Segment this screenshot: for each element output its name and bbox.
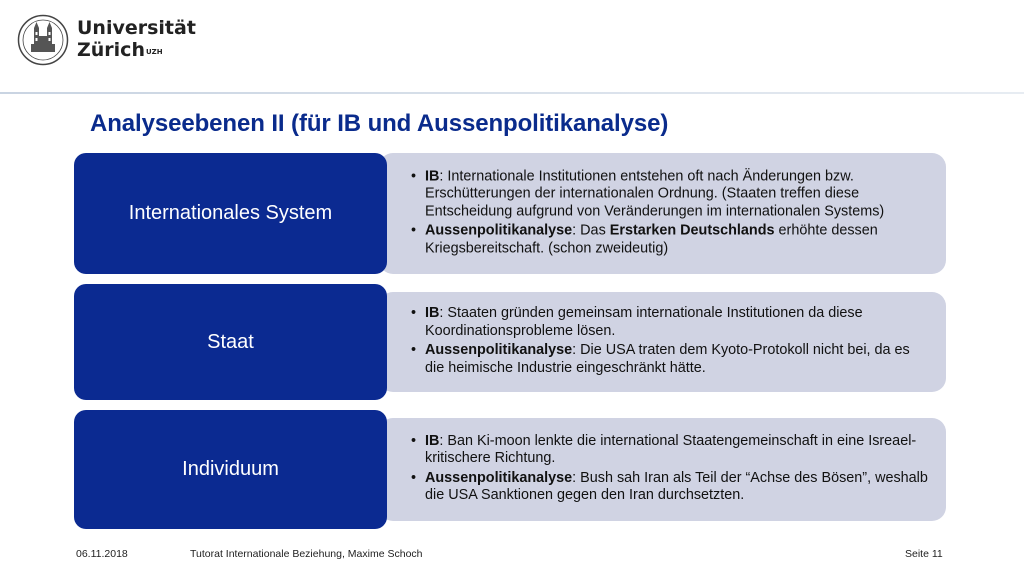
- level-bullet-list: [395, 168, 930, 260]
- bullet-emphasis: Aussenpolitikanalyse: [425, 222, 573, 239]
- bullet-emphasis: Aussenpolitikanalyse: [425, 469, 573, 486]
- level-label: Internationales System: [74, 153, 387, 274]
- level-bullet-list: [395, 433, 930, 507]
- level-bullet-list: [395, 305, 930, 379]
- level-label: Staat: [74, 284, 387, 400]
- level-row-internationales-system: [74, 153, 946, 274]
- bullet-item: [395, 305, 930, 340]
- bullet-item: [395, 168, 930, 221]
- university-abbreviation: UZH: [145, 48, 163, 56]
- footer-center-text: Tutorat Internationale Beziehung, Maxime Schoch: [190, 548, 423, 560]
- level-row-staat: [74, 284, 946, 400]
- bullet-text: : Internationale Institutionen entstehen oft nach Änderungen bzw. Erschütterungen der internationalen Ordnung. (Staaten treffen diese Entscheidung aufgrund von Veränderungen im internationalen Systems): [425, 167, 885, 219]
- bullet-text: : Das: [572, 222, 610, 239]
- bullet-item: [395, 470, 930, 505]
- bullet-text: : Ban Ki-moon lenkte die international Staatengemeinschaft in eine Isreael-kritischere Richtung.: [425, 432, 917, 466]
- header: [0, 0, 1024, 92]
- university-name: Universität: [77, 17, 196, 39]
- bullet-item: [395, 433, 930, 468]
- university-logo-text: [77, 17, 196, 61]
- bullet-emphasis: Aussenpolitikanalyse: [425, 342, 573, 358]
- level-row-individuum: [74, 410, 946, 529]
- bullet-text: : Die USA traten dem Kyoto-Protokoll nicht bei, da es die heimische Industrie eingeschränkt hätte.: [425, 342, 910, 376]
- bullet-emphasis: Erstarken Deutschlands: [609, 222, 775, 239]
- bullet-text: erhöhte dessen Kriegsbereitschaft. (schon zweideutig): [425, 222, 878, 256]
- bullet-emphasis: IB: [425, 167, 440, 184]
- university-city-label: Zürich: [77, 39, 145, 61]
- bullet-text: : Staaten gründen gemeinsam internationale Institutionen da diese Koordinationsprobleme lösen.: [425, 305, 863, 339]
- university-city: [77, 39, 196, 61]
- bullet-emphasis: IB: [425, 432, 440, 449]
- footer-date: 06.11.2018: [76, 548, 128, 560]
- bullet-emphasis: IB: [425, 305, 440, 321]
- level-label: Individuum: [74, 410, 387, 529]
- footer-page-number: Seite 11: [905, 548, 943, 560]
- university-seal-icon: [17, 14, 69, 66]
- bullet-item: [395, 222, 930, 257]
- slide-title: Analyseebenen II (für IB und Aussenpolitikanalyse): [90, 110, 669, 137]
- header-divider: [0, 92, 1024, 94]
- bullet-text: : Bush sah Iran als Teil der “Achse des Bösen”, weshalb die USA Sanktionen gegen den Iran durchsetzten.: [425, 469, 928, 503]
- bullet-item: [395, 342, 930, 377]
